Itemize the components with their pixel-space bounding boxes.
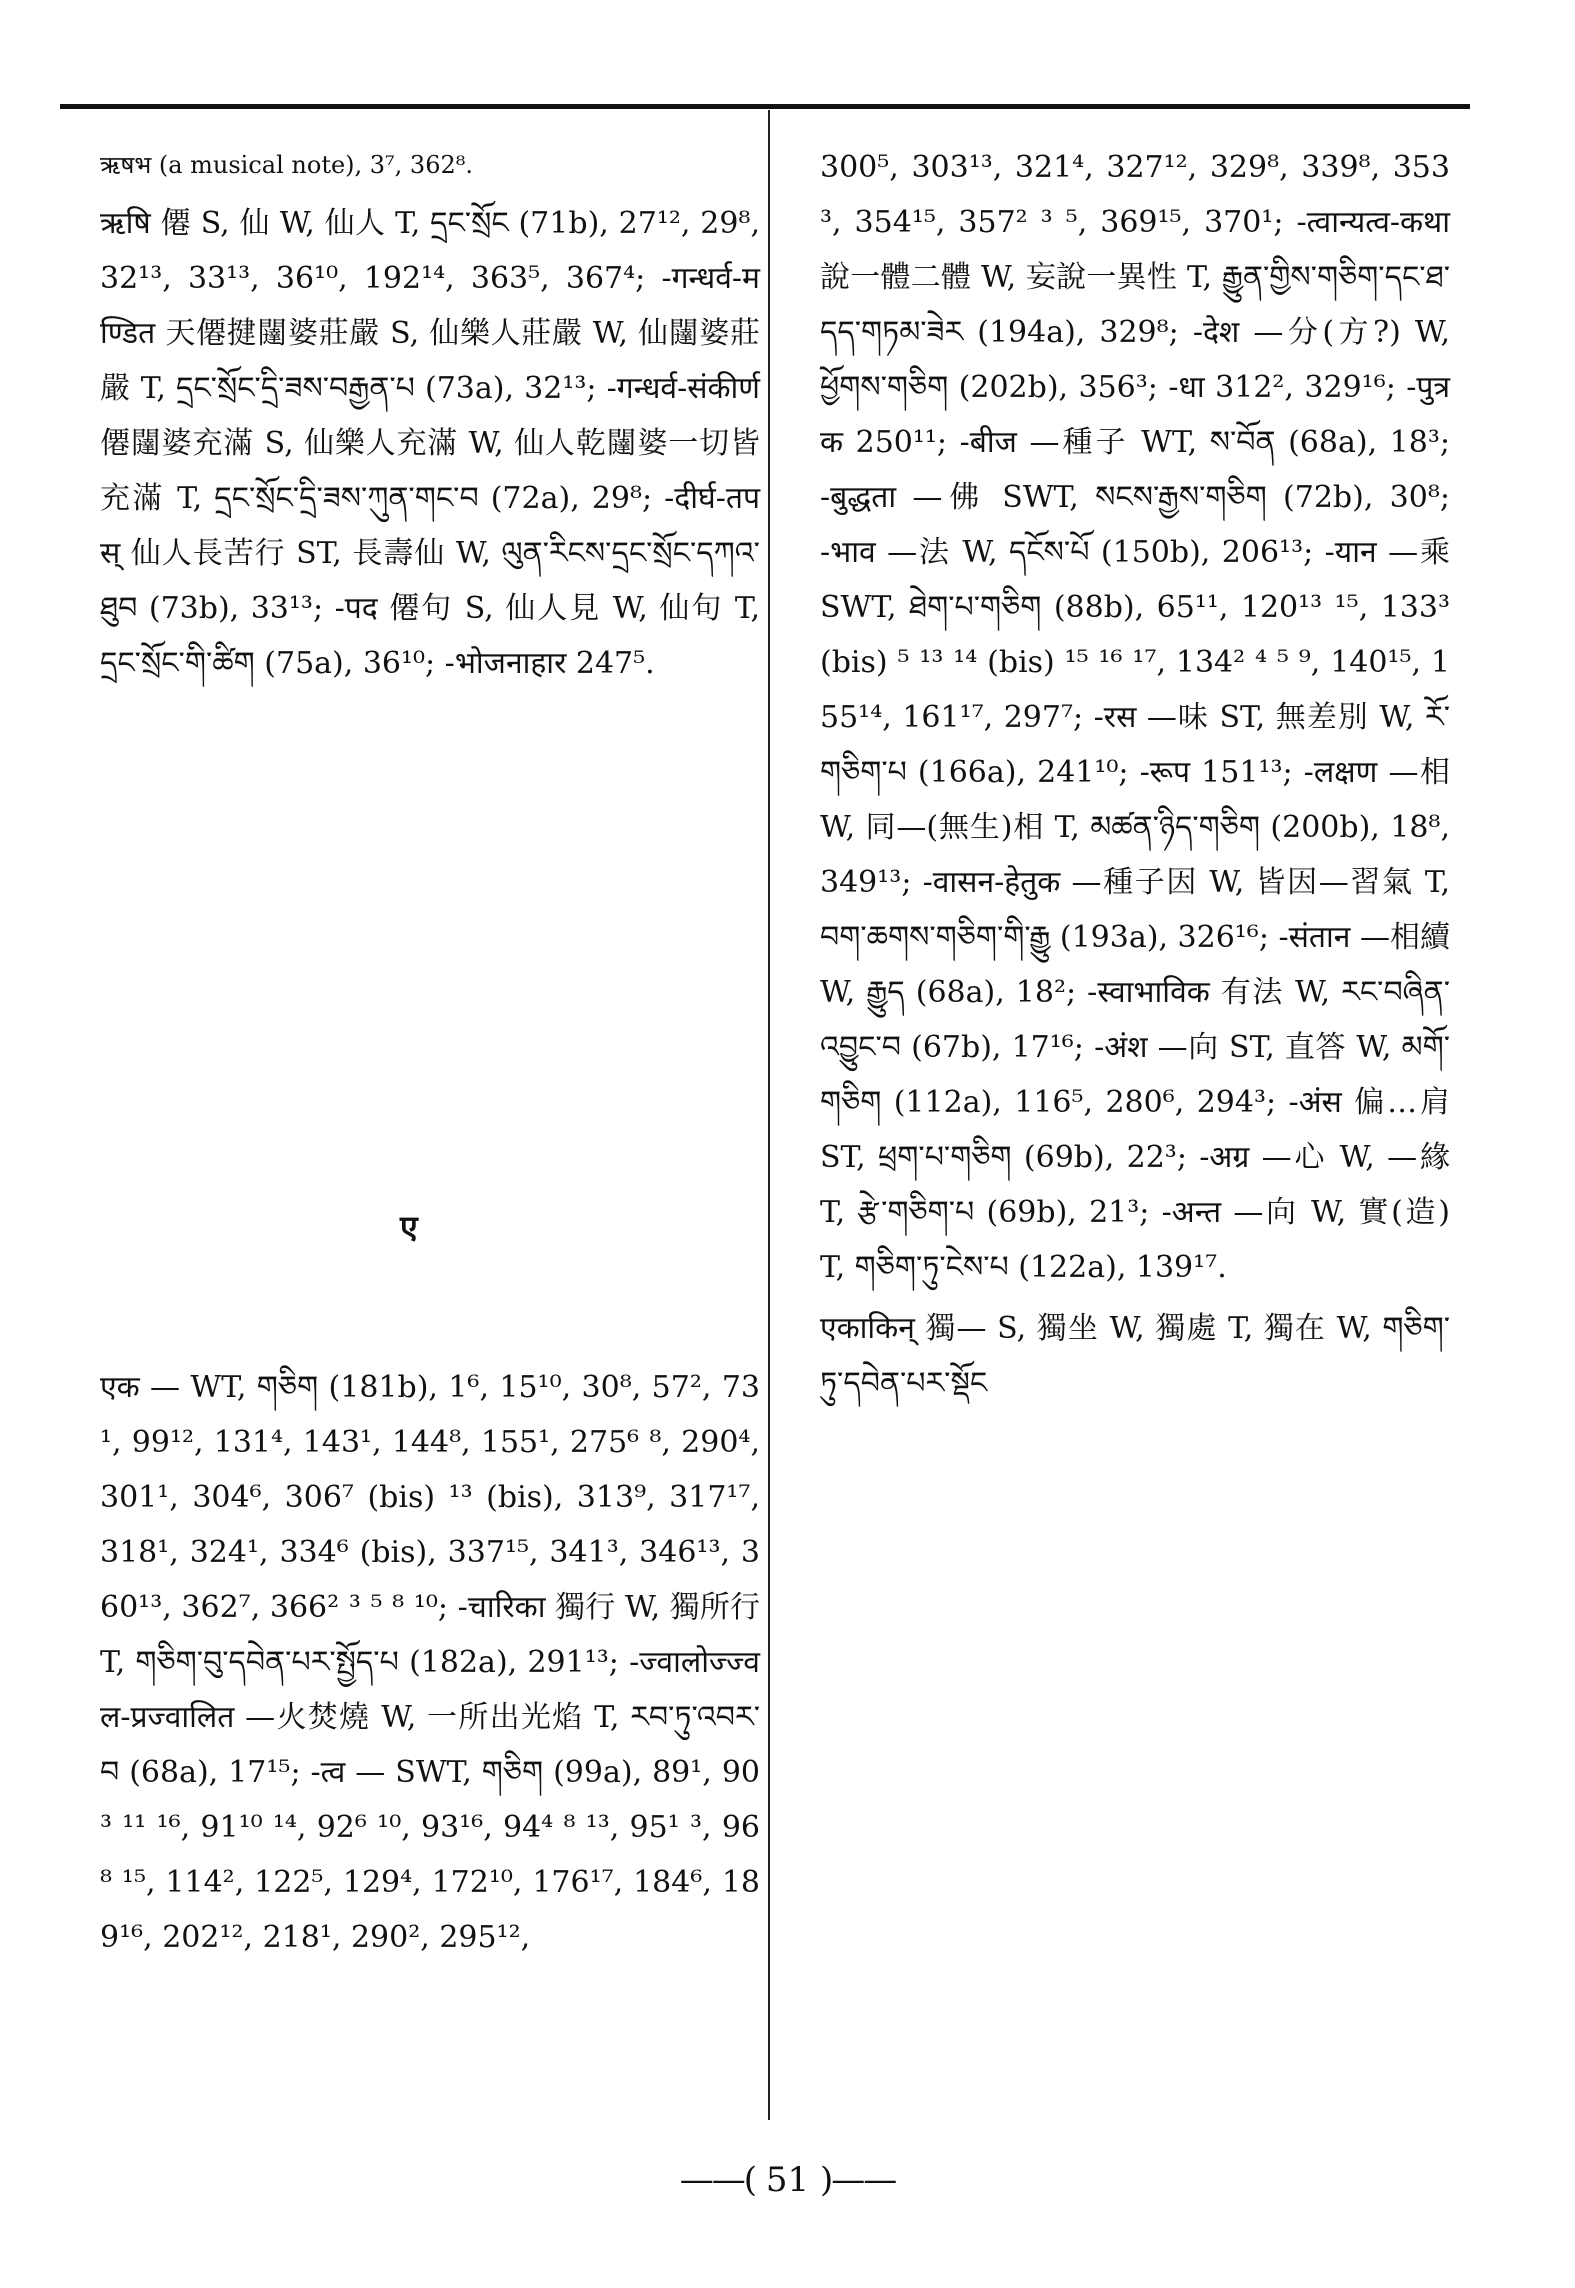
- left-column: [100, 140, 760, 697]
- entry-eka-continued: 300⁵, 303¹³, 321⁴, 327¹², 329⁸, 339⁸, 353³, 354¹⁵, 357² ³ ⁵, 369¹⁵, 370¹; -त्वान्यत्व-कथा 說一體二體 W, 妄說一異性 T, རྒྱུན་གྱིས་གཅིག་དང་ཐ་དད་གཏམ་ཟེར (194a), 329⁸; -देश —分(方?) W, ཕྱོགས་གཅིག (202b), 356³; -धा 312², 329¹⁶; -पुत्रक 250¹¹; -बीज —種子 WT, ས་བོན (68a), 18³; -बुद्धता —佛 SWT, སངས་རྒྱས་གཅིག (72b), 30⁸; -भाव —法 W, དངོས་པོ (150b), 206¹³; -यान —乘 SWT, ཐེག་པ་གཅིག (88b), 65¹¹, 120¹³ ¹⁵, 133³ (bis) ⁵ ¹³ ¹⁴ (bis) ¹⁵ ¹⁶ ¹⁷, 134² ⁴ ⁵ ⁹, 140¹⁵, 155¹⁴, 161¹⁷, 297⁷; -रस —味 ST, 無差別 W, རོ་གཅིག་པ (166a), 241¹⁰; -रूप 151¹³; -लक्षण —相 W, 同—(無生)相 T, མཚན་ཉིད་གཅིག (200b), 18⁸, 349¹³; -वासन-हेतुक —種子因 W, 皆因—習氣 T, བག་ཆགས་གཅིག་གི་རྒྱུ (193a), 326¹⁶; -संतान —相續 W, རྒྱུད (68a), 18²; -स्वाभाविक 有法 W, རང་བཞིན་འབྱུང་བ (67b), 17¹⁶; -अंश —向 ST, 直答 W, མགོ་གཅིག (112a), 116⁵, 280⁶, 294³; -अंस 偏…肩 ST, ཕྲག་པ་གཅིག (69b), 22³; -अग्र —心 W, —緣 T, རྩེ་གཅིག་པ (69b), 21³; -अन्त —向 W, 實(造) T, གཅིག་ཏུ་ངེས་པ (122a), 139¹⁷.: [820, 150, 1450, 1285]
- page-number-right-dash: )——: [819, 2160, 896, 2200]
- entry-rsi: ऋषि 僊 S, 仙 W, 仙人 T, དྲང་སྲོང (71b), 27¹², 29⁸, 32¹³, 33¹³, 36¹⁰, 192¹⁴, 363⁵, 367⁴; -गन्धर्व-मण्डित 天僊揵闥婆莊嚴 S, 仙樂人莊嚴 W, 仙闥婆莊嚴 T, དྲང་སྲོང་དྲི་ཟས་བརྒྱན་པ (73a), 32¹³; -गन्धर्व-संकीर्ण 僊闥婆充滿 S, 仙樂人充滿 W, 仙人乾闥婆一切皆充滿 T, དྲང་སྲོང་དྲི་ཟས་ཀུན་གང་བ (72a), 29⁸; -दीर्घ-तपस् 仙人長苦行 ST, 長壽仙 W, ལུན་རིངས་དྲང་སྲོང་དཀའ་ཐུབ (73b), 33¹³; -पद 僊句 S, 仙人見 W, 仙句 T, དྲང་སྲོང་གི་ཚིག (75a), 36¹⁰; -भोजनाहार 247⁵.: [100, 206, 760, 681]
- entry-eka: एक — WT, གཅིག (181b), 1⁶, 15¹⁰, 30⁸, 57², 73¹, 99¹², 131⁴, 143¹, 144⁸, 155¹, 275⁶ ⁸, 290⁴, 301¹, 304⁶, 306⁷ (bis) ¹³ (bis), 313⁹, 317¹⁷, 318¹, 324¹, 334⁶ (bis), 337¹⁵, 341³, 346¹³, 360¹³, 362⁷, 366² ³ ⁵ ⁸ ¹⁰; -चारिका 獨行 W, 獨所行 T, གཅིག་བུ་དབེན་པར་སྤྱོད་པ (182a), 291¹³; -ज्वालोज्ज्वल-प्रज्वालित —火焚燒 W, 一所出光焰 T, རབ་ཏུ་འབར་བ (68a), 17¹⁵; -त्व — SWT, གཅིག (99a), 89¹, 90³ ¹¹ ¹⁶, 91¹⁰ ¹⁴, 92⁶ ¹⁰, 93¹⁶, 94⁴ ⁸ ¹³, 95¹ ³, 96⁸ ¹⁵, 114², 122⁵, 129⁴, 172¹⁰, 176¹⁷, 184⁶, 189¹⁶, 202¹², 218¹, 290², 295¹²,: [100, 1370, 760, 1955]
- section-letter: ए: [400, 1208, 418, 1246]
- page-number: [0, 2160, 1575, 2200]
- left-column-lower: [100, 1360, 760, 1971]
- right-column: [820, 140, 1450, 1417]
- page-number-value: 51: [765, 2160, 810, 2200]
- entry-ekakin: एकाकिन् 獨— S, 獨坐 W, 獨處 T, 獨在 W, གཅིག་ཏུ་དབེན་པར་སྡོང: [820, 1311, 1450, 1401]
- top-rule: [60, 104, 1470, 109]
- entry-rsabha: ऋषभ (a musical note), 3⁷, 362⁸.: [100, 151, 473, 179]
- column-divider: [768, 110, 770, 2120]
- page-number-left-dash: ——(: [679, 2160, 756, 2200]
